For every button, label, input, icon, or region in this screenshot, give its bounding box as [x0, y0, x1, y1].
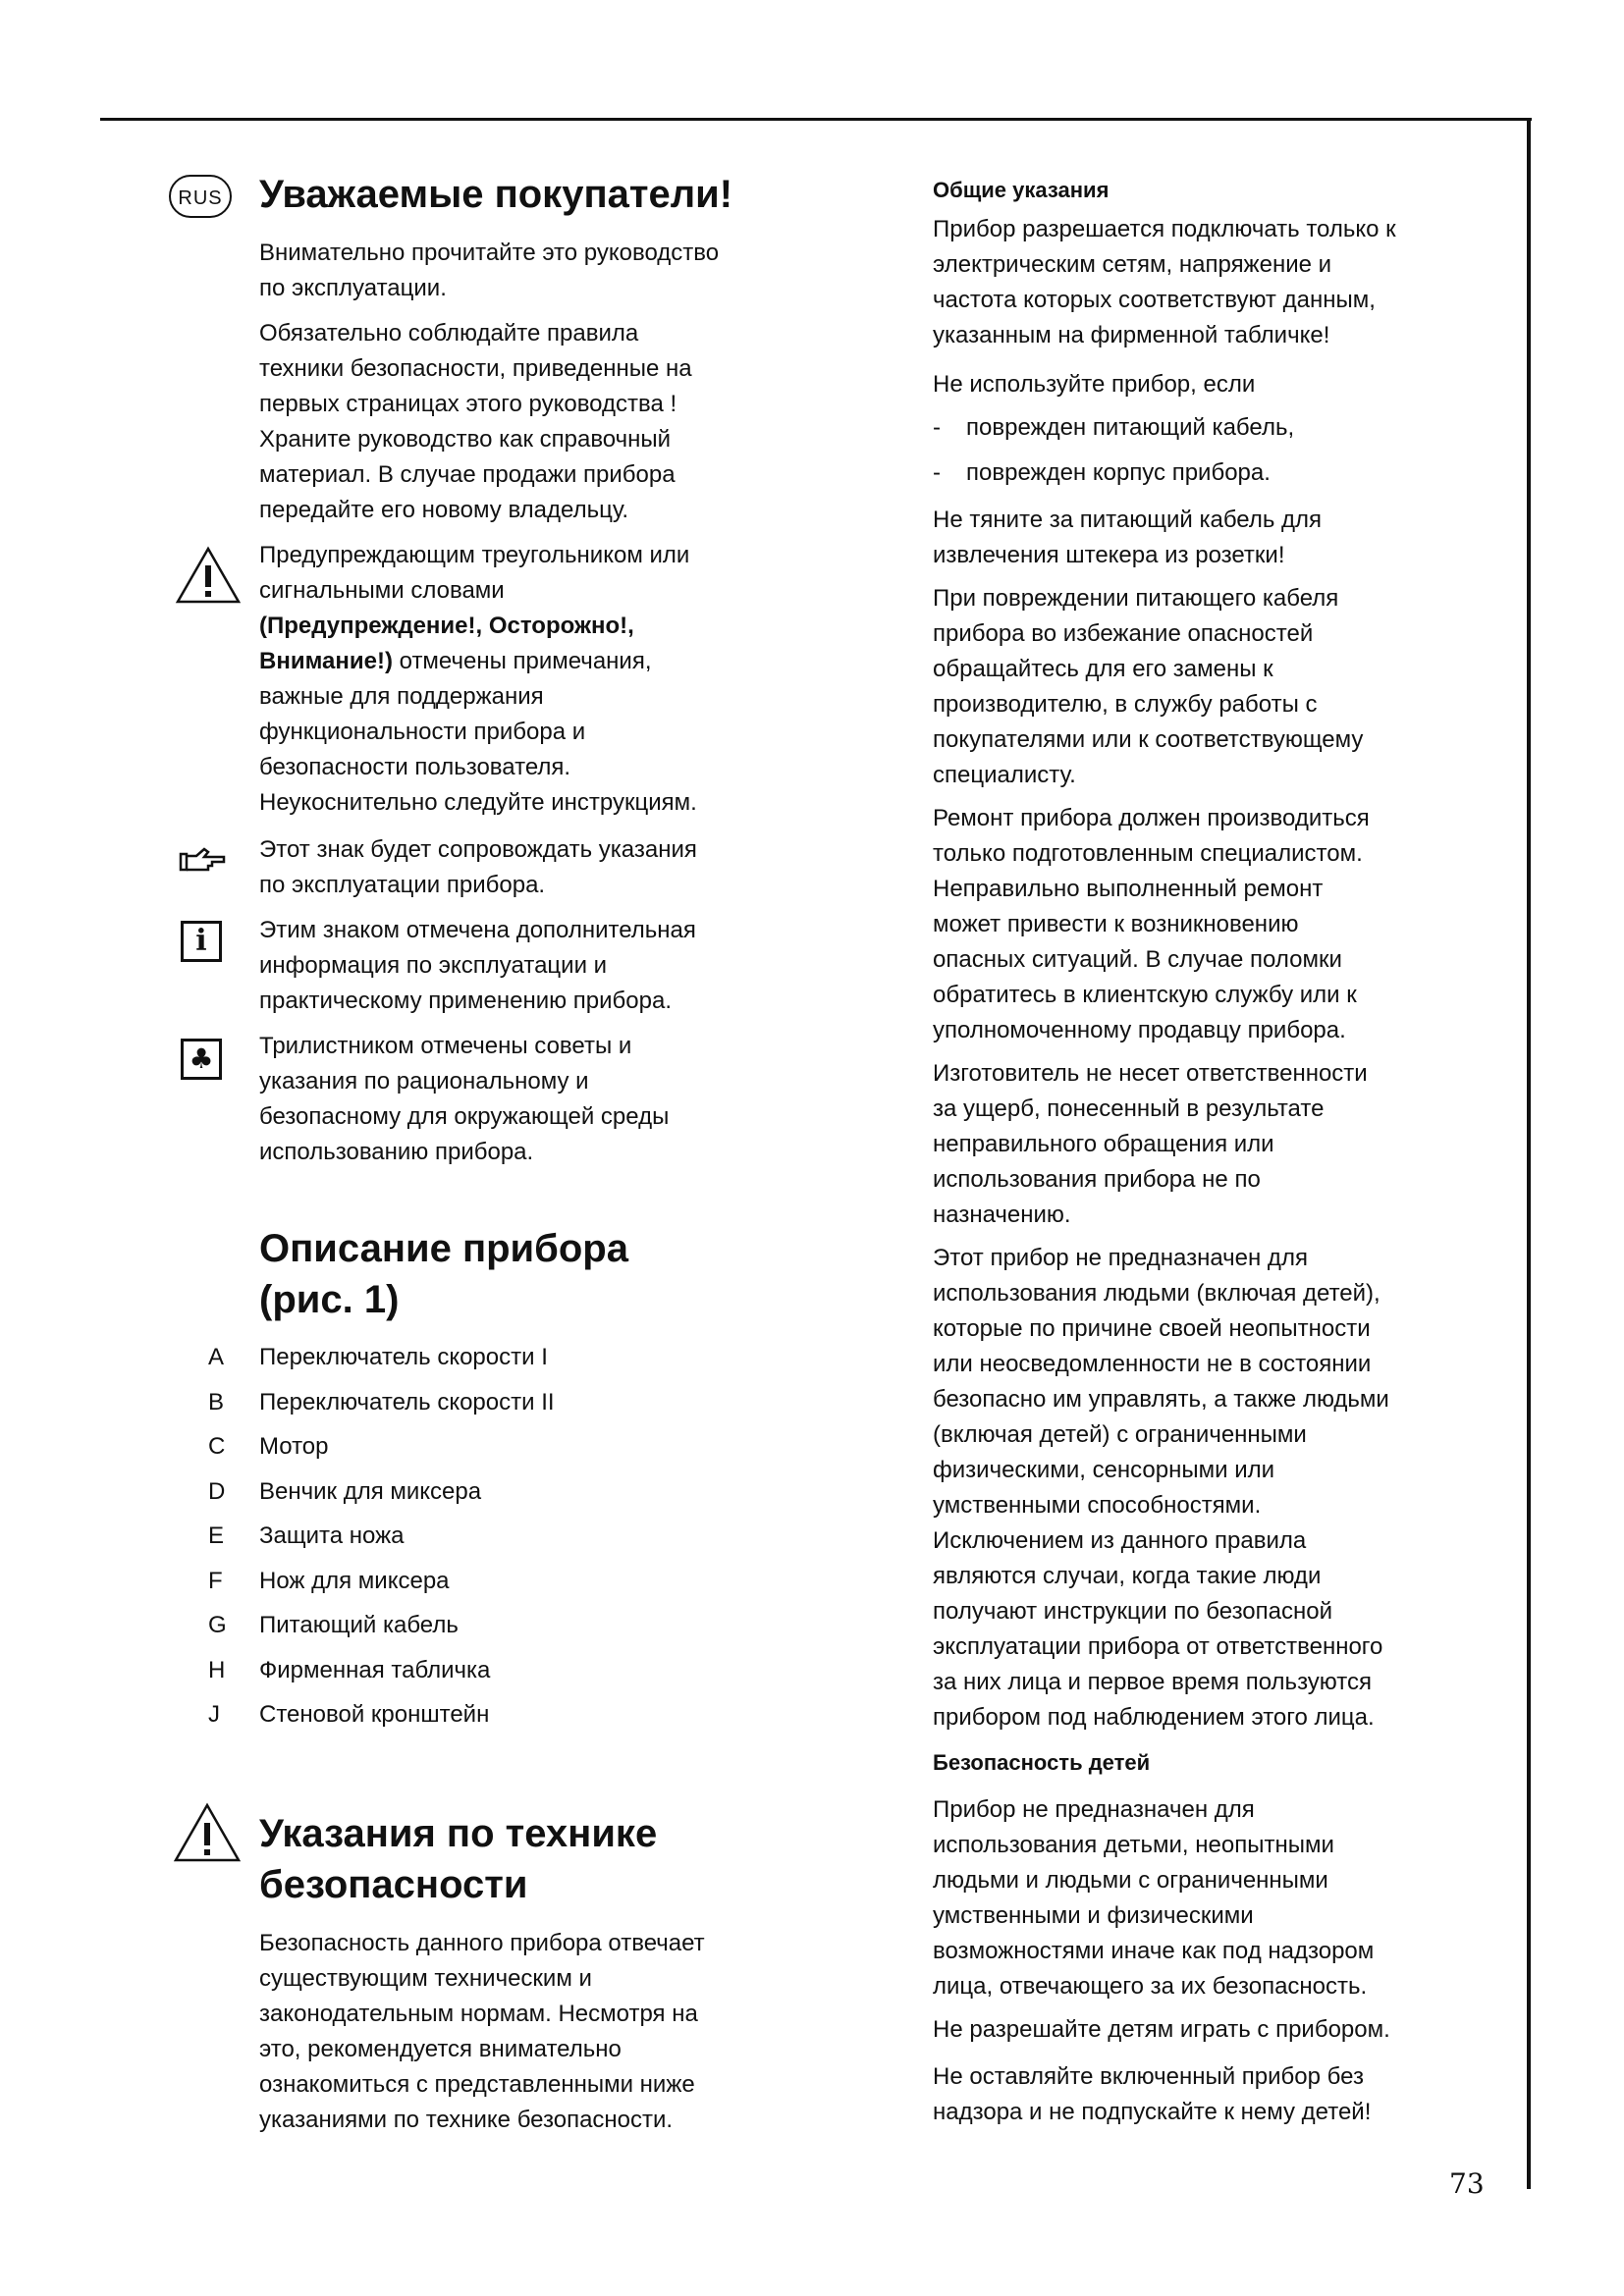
damaged-cable-paragraph: При повреждении питающего кабеля прибора во избежание опасностей обращайтесь для его замены к производителю, в службу работы с покупателями или к соответствующему специалисту.: [933, 585, 1364, 788]
bullet-dash: -: [933, 459, 941, 486]
part-letter: B: [208, 1388, 225, 1415]
part-letter: J: [208, 1701, 220, 1728]
part-label: Питающий кабель: [259, 1612, 459, 1638]
children-use-paragraph: Прибор не предназначен для использования детьми, неопытными людьми и людьми с ограниченными умственными и физическими возможностями иначе как под надзором лица, отвечающего за их безопасность.: [933, 1796, 1375, 2000]
safety-warning-triangle-icon: [173, 1802, 242, 1863]
warning-text-3: важные для поддержания функциональности прибора и безопасности пользователя. Неукоснительно следуйте инструкциям.: [259, 683, 697, 816]
part-label: Защита ножа: [259, 1522, 405, 1549]
restricted-use-paragraph: Этот прибор не предназначен для использования людьми (включая детей), которые по причине своей неопытности или неосведомленности не в состоянии безопасно им управлять, а также людьми (включая детей) с ограниченными физическими, сенсорными или умственными способностями. Исключением из данного правила являются случаи, когда такие люди получают инструкции по безопасной эксплуатации прибора от ответственного за них лица и первое время пользуются прибором под наблюдением этого лица.: [933, 1245, 1389, 1731]
part-letter: H: [208, 1656, 226, 1683]
part-letter: A: [208, 1344, 225, 1370]
part-label: Переключатель скорости II: [259, 1388, 555, 1415]
bullet-item-cable: поврежден питающий кабель,: [966, 414, 1295, 441]
warning-text-2: отмечены примечания,: [392, 648, 652, 674]
list-item: [208, 1559, 719, 1604]
info-symbol-explanation: Этим знаком отмечена дополнительная информация по эксплуатации и практическому применению прибора.: [259, 917, 696, 1014]
hand-symbol-explanation: Этот знак будет сопровождать указания по эксплуатации прибора.: [259, 836, 697, 898]
parts-list: [208, 1335, 719, 1737]
mains-connection-paragraph: Прибор разрешается подключать только к электрическим сетям, напряжение и частота которых соответствуют данным, указанным на фирменной табличке!: [933, 216, 1396, 348]
safety-intro-paragraph: Безопасность данного прибора отвечает существующим техническим и законодательным нормам. Несмотря на это, рекомендуется внимательно ознакомиться с представленными ниже указаниями по технике безопасности.: [259, 1930, 705, 2133]
warning-bold-1: (Предупреждение!, Осторожно!,: [259, 613, 634, 639]
part-label: Нож для миксера: [259, 1567, 450, 1594]
part-label: Переключатель скорости I: [259, 1344, 548, 1370]
list-item: [208, 1335, 719, 1380]
list-item: [208, 1424, 719, 1469]
part-label: Мотор: [259, 1433, 329, 1460]
list-item: [208, 1603, 719, 1648]
part-letter: G: [208, 1612, 227, 1638]
language-badge: RUS: [169, 175, 232, 218]
safety-reminder-paragraph: Обязательно соблюдайте правила техники безопасности, приведенные на первых страницах этого руководства ! Храните руководство как справочный материал. В случае продажи прибора передайте его новому владельцу.: [259, 320, 692, 523]
do-not-pull-cable-paragraph: Не тяните за питающий кабель для извлечения штекера из розетки!: [933, 507, 1323, 568]
warning-triangle-icon: [175, 546, 242, 605]
list-item: [208, 1469, 719, 1515]
warning-text-1: Предупреждающим треугольником или сигнальными словами: [259, 542, 690, 604]
no-play-paragraph: Не разрешайте детям играть с прибором.: [933, 2016, 1390, 2043]
part-letter: E: [208, 1522, 225, 1549]
intro-paragraph: Внимательно прочитайте это руководство по эксплуатации.: [259, 240, 720, 301]
pointing-hand-icon: [179, 844, 228, 874]
right-rule: [1527, 120, 1531, 2189]
heading-safety-line2: безопасности: [259, 1863, 528, 1906]
list-item: [208, 1648, 719, 1693]
part-label: Венчик для миксера: [259, 1477, 482, 1505]
part-letter: F: [208, 1567, 223, 1594]
warning-explanation: [259, 538, 848, 821]
list-item: [208, 1514, 719, 1559]
part-label: Стеновой кронштейн: [259, 1701, 490, 1728]
list-item: [208, 1692, 719, 1737]
bullet-item-housing: поврежден корпус прибора.: [966, 459, 1271, 486]
heading-appliance-description: [259, 1223, 628, 1325]
heading-appliance-description-line1: Описание прибора: [259, 1227, 628, 1270]
heading-safety-line1: Указания по технике: [259, 1812, 658, 1855]
heading-dear-customers: Уважаемые покупатели!: [259, 173, 733, 216]
repairs-paragraph: Ремонт прибора должен производиться только подготовленным специалистом. Неправильно выполненный ремонт может привести к возникновению опасных ситуаций. В случае поломки обратитесь в клиентскую службу или к уполномоченному продавцу прибора.: [933, 805, 1370, 1043]
clover-icon: ♣: [181, 1039, 222, 1080]
supervision-paragraph: Не оставляйте включенный прибор без надзора и не подпускайте к нему детей!: [933, 2063, 1372, 2125]
do-not-use-if-paragraph: Не используйте прибор, если: [933, 371, 1256, 398]
part-letter: D: [208, 1477, 226, 1505]
top-rule: [100, 118, 1532, 121]
info-icon: i: [181, 921, 222, 962]
heading-child-safety: Безопасность детей: [933, 1750, 1151, 1775]
part-letter: C: [208, 1433, 226, 1460]
heading-appliance-description-line2: (рис. 1): [259, 1278, 400, 1321]
clover-symbol-explanation: Трилистником отмечены советы и указания по рациональному и безопасному для окружающей среды использованию прибора.: [259, 1033, 670, 1165]
part-label: Фирменная табличка: [259, 1656, 491, 1683]
warning-bold-2: Внимание!): [259, 648, 393, 674]
list-item: [208, 1380, 719, 1425]
heading-general-instructions: Общие указания: [933, 178, 1110, 202]
heading-safety-instructions: [259, 1808, 657, 1910]
liability-paragraph: Изготовитель не несет ответственности за ущерб, понесенный в результате неправильного обращения или использования прибора не по назначению.: [933, 1060, 1368, 1228]
bullet-dash: -: [933, 414, 941, 441]
page-number: 73: [1449, 2167, 1485, 2200]
